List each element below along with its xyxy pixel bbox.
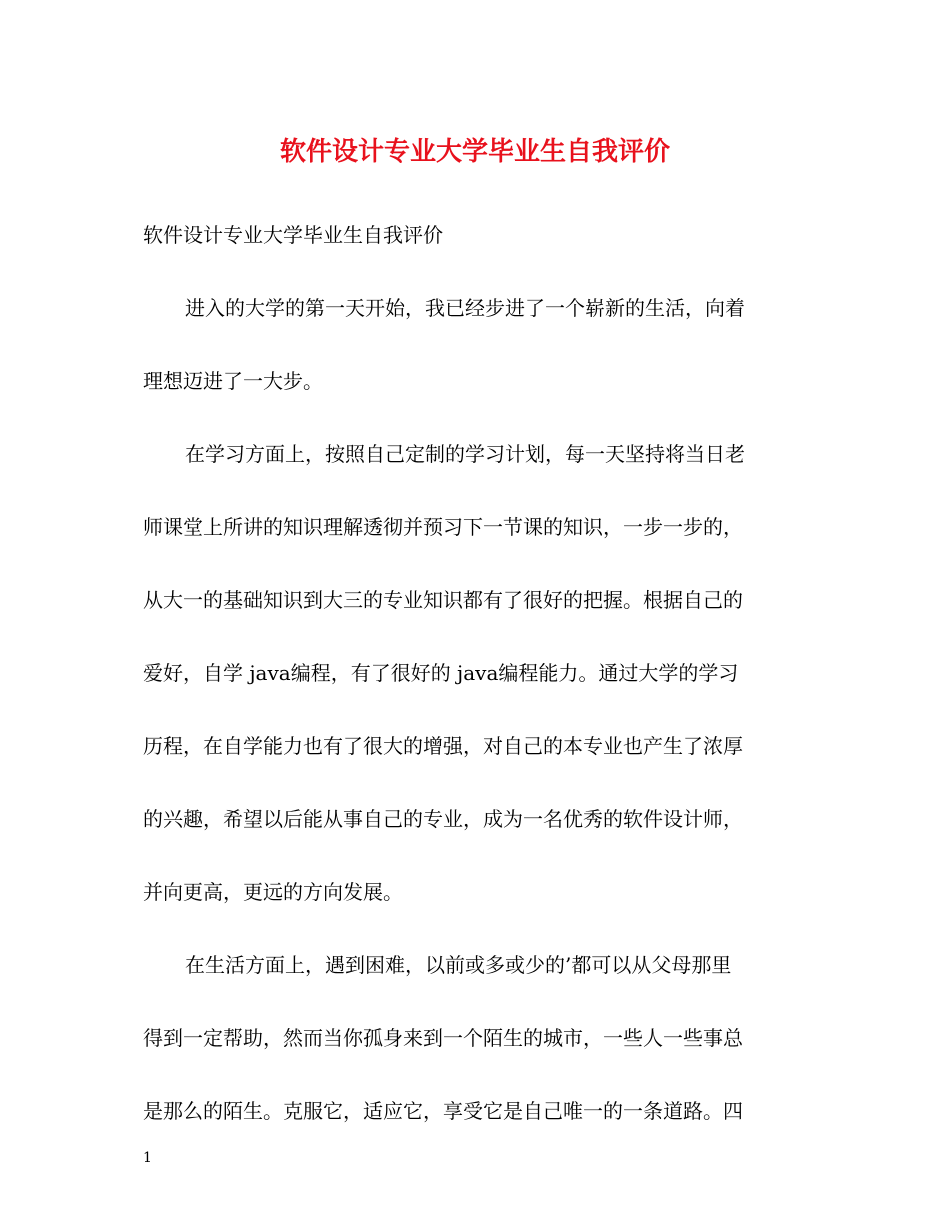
paragraph-line: 历程，在自学能力也有了很大的增强，对自己的本专业也产生了浓厚: [143, 734, 743, 758]
paragraph-line: 师课堂上所讲的知识理解透彻并预习下一节课的知识，一步一步的，: [143, 515, 743, 539]
paragraph-line: 并向更高，更远的方向发展。: [143, 880, 403, 904]
paragraph-line: 爱好，自学 java编程，有了很好的 java编程能力。通过大学的学习: [143, 661, 739, 685]
paragraph-line: 理想迈进了一大步。: [143, 369, 323, 393]
document-title: 软件设计专业大学毕业生自我评价: [279, 137, 670, 167]
paragraph-line: 从大一的基础知识到大三的专业知识都有了很好的把握。根据自己的: [143, 588, 743, 612]
document-body: [143, 217, 803, 1166]
paragraph-line: 进入的大学的第一天开始，我已经步进了一个崭新的生活，向着: [185, 296, 745, 320]
paragraph-line: 的兴趣，希望以后能从事自己的专业，成为一名优秀的软件设计师，: [143, 807, 743, 831]
paragraph-line: 得到一定帮助，然而当你孤身来到一个陌生的城市，一些人一些事总: [143, 1026, 743, 1050]
page-number: 1: [143, 1150, 152, 1166]
document-subheading: 软件设计专业大学毕业生自我评价: [143, 223, 443, 247]
paragraph-line: 在学习方面上，按照自己定制的学习计划，每一天坚持将当日老: [185, 442, 745, 466]
paragraph-3: [143, 947, 803, 1129]
paragraph-1: [143, 290, 803, 399]
paragraph-line: 是那么的陌生。克服它，适应它，享受它是自己唯一的一条道路。四: [143, 1099, 743, 1123]
paragraph-line: 在生活方面上，遇到困难，以前或多或少的’都可以从父母那里: [185, 953, 732, 977]
paragraph-2: [143, 436, 803, 910]
